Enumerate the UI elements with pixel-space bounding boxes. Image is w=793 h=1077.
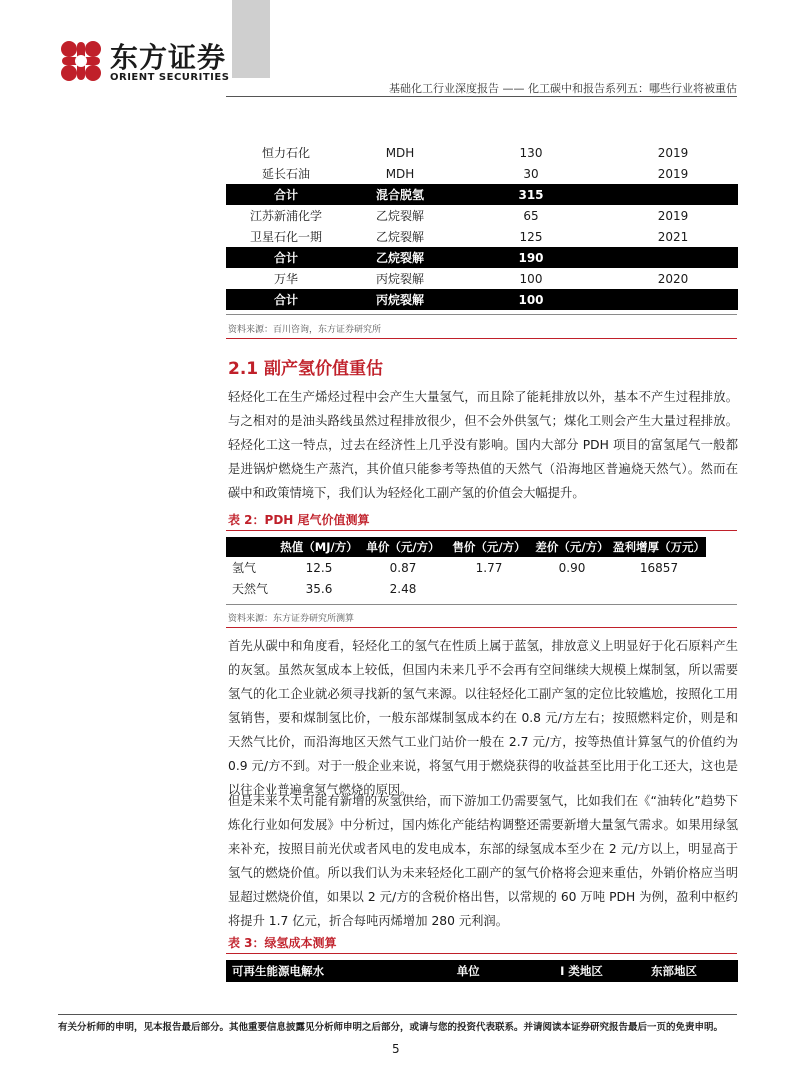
table1-source: 资料来源：百川咨询，东方证券研究所 [228,325,382,335]
table-cell: 2019 [657,145,689,160]
logo-mark-icon [58,38,104,84]
table-row [226,557,706,578]
table-cell: 315 [454,184,608,205]
table-cell: 12.5 [305,560,333,575]
table2-source-rule [226,627,737,628]
logo-chinese-name: 东方证券 [110,41,227,74]
total-row [226,289,738,310]
table-cell: 125 [519,229,543,244]
table-cell: MDH [385,145,415,160]
table-cell: 丙烷裂解 [375,272,424,286]
table-cell [608,247,738,268]
table-cell: 35.6 [305,581,333,596]
table-cell [612,578,706,599]
table-cell: 合计 [226,247,346,268]
table-cell: 100 [519,271,543,286]
total-row [226,247,738,268]
column-header: 东部地区 [647,960,738,982]
table-row [226,226,738,247]
column-header: 单位 [421,960,556,982]
table-cell: 2019 [657,166,689,181]
table2-title: 表 2：PDH 尾气价值测算 [228,513,370,527]
table-cell [608,289,738,310]
table-cell: 16857 [639,560,679,575]
table-row [226,163,738,184]
project-capacity-table [226,142,738,310]
table-cell: 卫星石化一期 [249,230,322,244]
table-cell [532,578,612,599]
table-cell: 1.77 [475,560,503,575]
header-grey-band [232,0,270,78]
footer-divider [58,1014,737,1015]
table-cell: 合计 [226,184,346,205]
pdh-tail-gas-table [226,537,706,599]
column-header: 盈利增厚（万元） [612,537,706,557]
table-cell: 乙烷裂解 [346,247,454,268]
table1-bottom-rule [226,314,737,315]
column-header: 单价（元/方） [360,537,446,557]
table-cell: 130 [519,145,543,160]
paragraph-1: 轻烃化工在生产烯烃过程中会产生大量氢气，而且除了能耗排放以外，基本不产生过程排放。与之相对的是油头路线虽然过程排放很少，但不会外供氢气；煤化工则会产生大量过程排放。轻烃化工这一特点，过去在经济性上几乎没有影响。国内大部分 PDH 项目的富氢尾气一般都是进锅炉燃烧生产蒸汽，其价值只能参考等热值的天然气（沿海地区普遍烧天然气）。然而在碳中和政策情境下，我们认为轻烃化工副产氢的价值会大幅提升。 [228,390,738,500]
table-cell: 190 [454,247,608,268]
table-cell: 2.48 [389,581,417,596]
section-divider [226,338,737,339]
table-cell: 江苏新浦化学 [249,209,322,223]
table-row [226,205,738,226]
table-row [226,578,706,599]
table-cell: 乙烷裂解 [375,230,424,244]
table-cell: 乙烷裂解 [375,209,424,223]
table3-top-rule [226,953,737,954]
table-cell: 天然气 [232,582,269,596]
section-title: 2.1 副产氢价值重估 [228,359,384,379]
table-cell: 混合脱氢 [346,184,454,205]
table-cell: 30 [523,166,539,181]
table-row [226,142,738,163]
table-cell: 丙烷裂解 [346,289,454,310]
table2-source: 资料来源：东方证券研究所测算 [228,614,355,624]
table-row [226,268,738,289]
report-subtitle: 基础化工行业深度报告 —— 化工碳中和报告系列五：哪些行业将被重估 [389,82,737,95]
table2-bottom-rule [226,604,737,605]
table2-top-rule [226,530,737,531]
column-header: 热值（MJ/方） [278,537,360,557]
paragraph-3: 但是未来不太可能有新增的灰氢供给，而下游加工仍需要氢气，比如我们在《“油转化”趋势下炼化行业如何发展》中分析过，国内炼化产能结构调整还需要新增大量氢气需求。如果用绿氢来补充，按照目前光伏或者风电的发电成本，东部的绿氢成本至少在 2 元/方以上，明显高于氢气的燃烧价值。所以我们认为未来轻烃化工副产的氢气价格将会迎来重估，外销价格应当明显超过燃烧价值，如果以 2 元/方的含税价格出售，以常规的 60 万吨 PDH 为例，盈利中枢约将提升 1.7 亿元，折合每吨丙烯增加 280 元利润。 [228,794,738,928]
total-row [226,184,738,205]
header-divider [226,96,737,97]
table-cell: 恒力石化 [261,146,310,160]
table-cell: 2019 [657,208,689,223]
column-header: 售价（元/方） [446,537,532,557]
table-cell: 延长石油 [261,167,310,181]
table3-title: 表 3：绿氢成本测算 [228,936,337,950]
green-hydrogen-cost-table [226,960,738,982]
table-cell: 2021 [657,229,689,244]
table-cell: 合计 [226,289,346,310]
logo-english-name: ORIENT SECURITIES [110,72,230,83]
page-number: 5 [392,1042,400,1056]
column-header: 可再生能源电解水 [226,960,421,982]
table-cell: 0.87 [389,560,417,575]
table-cell: 0.90 [558,560,586,575]
column-header: I 类地区 [556,960,647,982]
table-cell: MDH [385,166,415,181]
table-cell [608,184,738,205]
column-header [226,537,278,557]
table-cell: 100 [454,289,608,310]
table-cell: 氢气 [232,561,257,575]
table-cell [446,578,532,599]
paragraph-2: 首先从碳中和角度看，轻烃化工的氢气在性质上属于蓝氢，排放意义上明显好于化石原料产生的灰氢。虽然灰氢成本上较低，但国内未来几乎不会再有空间继续大规模上煤制氢，所以需要氢气的化工企业就必须寻找新的氢气来源。以往轻烃化工副产氢的定位比较尴尬，按照化工用氢销售，要和煤制氢比价，一般东部煤制氢成本约在 0.8 元/方左右；按照燃料定价，则是和天然气比价，而沿海地区天然气工业门站价一般在 2.7 元/方，按等热值计算氢气的价值约为 0.9 元/方不到。对于一般企业来说，将氢气用于燃烧获得的收益甚至比用于化工还大，这也是以往企业普遍拿氢气燃烧的原因。 [228,639,738,797]
footer-disclaimer: 有关分析师的申明，见本报告最后部分。其他重要信息披露见分析师申明之后部分，或请与您的投资代表联系。并请阅读本证券研究报告最后一页的免责申明。 [58,1022,724,1033]
table-cell: 2020 [657,271,689,286]
column-header: 差价（元/方） [532,537,612,557]
company-logo [58,34,228,90]
table-cell: 万华 [273,272,298,286]
table-cell: 65 [523,208,539,223]
